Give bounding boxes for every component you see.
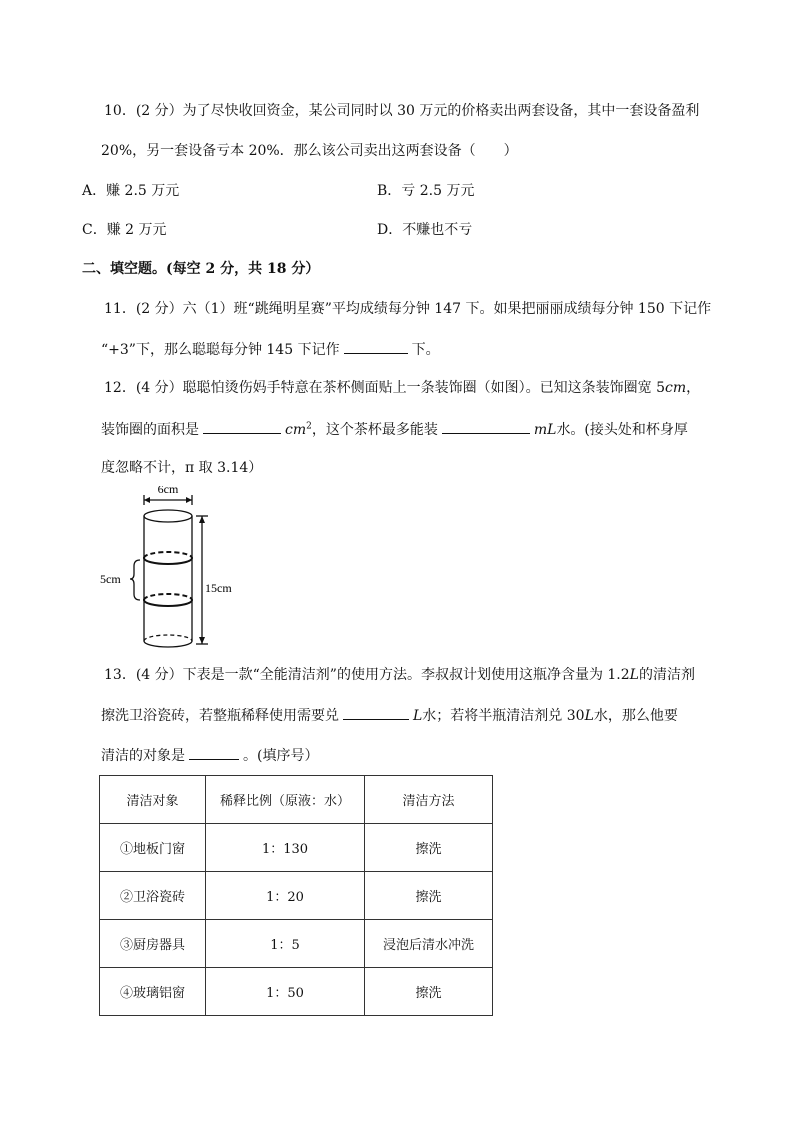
q12-line3: 度忽略不计，π 取 3.14） (101, 460, 263, 476)
table-row (100, 872, 493, 920)
table-header-row (100, 776, 493, 824)
section-heading: 二、填空题。(每空 2 分，共 18 分） (82, 261, 320, 277)
q12-line1: 12．(4 分）聪聪怕烫伤妈手特意在茶杯侧面贴上一条装饰圈（如图）。已知这条装饰圈宽 5cm， (104, 380, 701, 396)
table-cell: 1：50 (206, 968, 365, 1016)
answer-blank[interactable] (189, 745, 239, 760)
table-row (100, 824, 493, 872)
table-row (100, 968, 493, 1016)
table-cell: ①地板门窗 (100, 824, 206, 872)
table-cell: ②卫浴瓷砖 (100, 872, 206, 920)
table-cell: 1：20 (206, 872, 365, 920)
table-cell: ④玻璃铝窗 (100, 968, 206, 1016)
table-header-cell: 清洁方法 (365, 776, 493, 824)
q11-line1: 11．(2 分）六（1）班“跳绳明星赛”平均成绩每分钟 147 下。如果把丽丽成绩每分钟 150 下记作 (104, 301, 712, 317)
q13-line2: 擦洗卫浴瓷砖，若整瓶稀释使用需要兑 L水；若将半瓶清洁剂兑 30L水，那么他要 (101, 705, 678, 726)
q10-option-d: D．不赚也不亏 (377, 222, 473, 238)
band-brace (130, 560, 140, 600)
table-cell: 1：130 (206, 824, 365, 872)
band-top-front (144, 558, 192, 564)
band-width-label: 5cm (100, 572, 121, 586)
band-bottom-back (144, 594, 192, 600)
diameter-label: 6cm (157, 486, 179, 496)
table-cell: 1：5 (206, 920, 365, 968)
usage-table (99, 775, 493, 1016)
table-cell: 擦洗 (365, 824, 493, 872)
table-cell: 浸泡后清水冲洗 (365, 920, 493, 968)
q11-line2: “+3”下，那么聪聪每分钟 145 下记作 下。 (101, 339, 440, 360)
cylinder-bottom (144, 641, 192, 647)
answer-blank[interactable] (442, 419, 530, 434)
table-row (100, 920, 493, 968)
q12-line2: 装饰圈的面积是 $cm^2$，这个茶杯最多能装 mL水。(接头处和杯身厚 (101, 419, 688, 440)
q10-option-c: C．赚 2 万元 (82, 222, 167, 238)
table-header-cell: 稀释比例（原液：水） (206, 776, 365, 824)
q10-option-a: A．赚 2.5 万元 (82, 183, 180, 199)
answer-blank[interactable] (343, 705, 409, 720)
table-cell: 擦洗 (365, 968, 493, 1016)
band-top-back (144, 552, 192, 558)
cylinder-top (144, 510, 192, 522)
q10-line2: 20%，另一套设备亏本 20%．那么该公司卖出这两套设备（ ） (101, 143, 518, 159)
table-header-cell: 清洁对象 (100, 776, 206, 824)
answer-blank[interactable] (203, 419, 281, 434)
cylinder-diagram (96, 486, 246, 648)
height-label: 15cm (205, 581, 232, 595)
table-cell: ③厨房器具 (100, 920, 206, 968)
band-bottom-front (144, 600, 192, 606)
q13-line3: 清洁的对象是 。(填序号） (101, 745, 318, 766)
q10-option-b: B．亏 2.5 万元 (377, 183, 475, 199)
answer-blank[interactable] (344, 339, 408, 354)
q10-line1: 10．(2 分）为了尽快收回资金，某公司同时以 30 万元的价格卖出两套设备，其中一套设备盈利 (104, 103, 700, 119)
q13-line1: 13．(4 分）下表是一款“全能清洁剂”的使用方法。李叔叔计划使用这瓶净含量为 1.2L的清洁剂 (104, 667, 695, 683)
table-cell: 擦洗 (365, 872, 493, 920)
